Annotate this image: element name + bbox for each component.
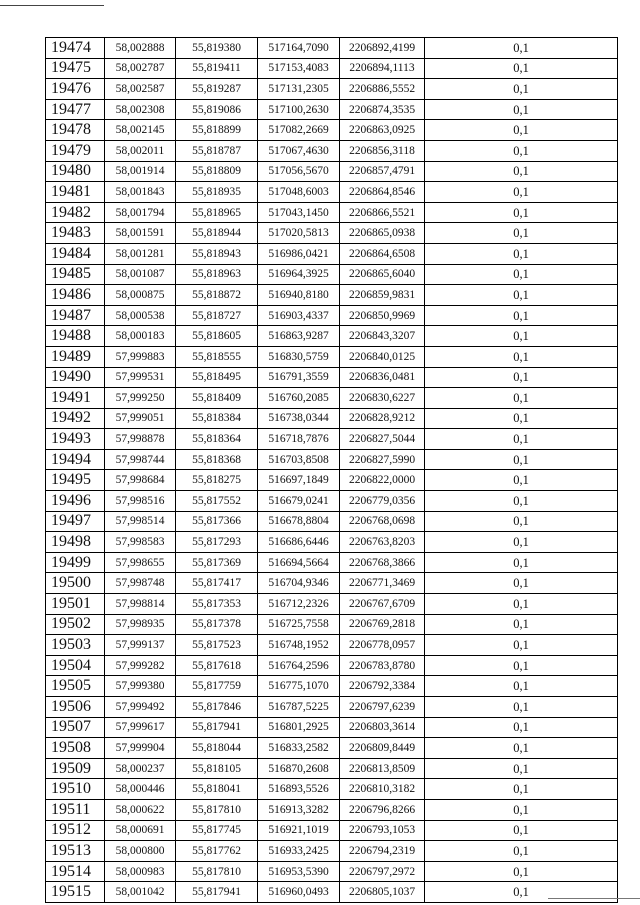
x-coordinate-cell: 516830,5759 <box>258 346 340 367</box>
x-coordinate-cell: 516893,5526 <box>258 779 340 800</box>
latitude-cell: 58,000800 <box>105 841 176 862</box>
x-coordinate-cell: 516694,5664 <box>258 552 340 573</box>
y-coordinate-cell: 2206763,8203 <box>340 532 425 553</box>
y-coordinate-cell: 2206836,0481 <box>340 367 425 388</box>
longitude-cell: 55,818935 <box>176 182 258 203</box>
table-row <box>46 140 618 161</box>
accuracy-cell: 0,1 <box>425 532 618 553</box>
longitude-cell: 55,818943 <box>176 243 258 264</box>
point-number-cell: 19477 <box>46 99 105 120</box>
latitude-cell: 58,002145 <box>105 120 176 141</box>
longitude-cell: 55,818384 <box>176 408 258 429</box>
accuracy-cell: 0,1 <box>425 470 618 491</box>
accuracy-cell: 0,1 <box>425 799 618 820</box>
latitude-cell: 57,998748 <box>105 573 176 594</box>
point-number-cell: 19497 <box>46 511 105 532</box>
longitude-cell: 55,818872 <box>176 285 258 306</box>
y-coordinate-cell: 2206783,8780 <box>340 655 425 676</box>
y-coordinate-cell: 2206840,0125 <box>340 346 425 367</box>
accuracy-cell: 0,1 <box>425 697 618 718</box>
accuracy-cell: 0,1 <box>425 614 618 635</box>
y-coordinate-cell: 2206863,0925 <box>340 120 425 141</box>
longitude-cell: 55,818965 <box>176 202 258 223</box>
table-row <box>46 470 618 491</box>
x-coordinate-cell: 517082,2669 <box>258 120 340 141</box>
y-coordinate-cell: 2206796,8266 <box>340 799 425 820</box>
x-coordinate-cell: 516703,8508 <box>258 449 340 470</box>
latitude-cell: 58,001042 <box>105 882 176 903</box>
latitude-cell: 57,998935 <box>105 614 176 635</box>
longitude-cell: 55,819086 <box>176 99 258 120</box>
accuracy-cell: 0,1 <box>425 779 618 800</box>
table-row <box>46 511 618 532</box>
x-coordinate-cell: 516787,5225 <box>258 697 340 718</box>
latitude-cell: 57,998514 <box>105 511 176 532</box>
table-row <box>46 594 618 615</box>
point-number-cell: 19514 <box>46 861 105 882</box>
latitude-cell: 57,999904 <box>105 738 176 759</box>
accuracy-cell: 0,1 <box>425 511 618 532</box>
latitude-cell: 57,999531 <box>105 367 176 388</box>
y-coordinate-cell: 2206866,5521 <box>340 202 425 223</box>
x-coordinate-cell: 517067,4630 <box>258 140 340 161</box>
longitude-cell: 55,817941 <box>176 717 258 738</box>
latitude-cell: 58,002888 <box>105 38 176 59</box>
x-coordinate-cell: 517048,6003 <box>258 182 340 203</box>
point-number-cell: 19495 <box>46 470 105 491</box>
x-coordinate-cell: 516712,2326 <box>258 594 340 615</box>
longitude-cell: 55,818041 <box>176 779 258 800</box>
table-row <box>46 861 618 882</box>
longitude-cell: 55,819411 <box>176 58 258 79</box>
table-row <box>46 676 618 697</box>
table-row <box>46 388 618 409</box>
accuracy-cell: 0,1 <box>425 429 618 450</box>
table-row <box>46 120 618 141</box>
x-coordinate-cell: 516940,8180 <box>258 285 340 306</box>
latitude-cell: 58,000538 <box>105 305 176 326</box>
accuracy-cell: 0,1 <box>425 285 618 306</box>
y-coordinate-cell: 2206810,3182 <box>340 779 425 800</box>
x-coordinate-cell: 517131,2305 <box>258 79 340 100</box>
y-coordinate-cell: 2206843,3207 <box>340 326 425 347</box>
point-number-cell: 19478 <box>46 120 105 141</box>
x-coordinate-cell: 517020,5813 <box>258 223 340 244</box>
latitude-cell: 58,000446 <box>105 779 176 800</box>
table-row <box>46 799 618 820</box>
y-coordinate-cell: 2206864,8546 <box>340 182 425 203</box>
accuracy-cell: 0,1 <box>425 552 618 573</box>
y-coordinate-cell: 2206850,9969 <box>340 305 425 326</box>
x-coordinate-cell: 517100,2630 <box>258 99 340 120</box>
y-coordinate-cell: 2206828,9212 <box>340 408 425 429</box>
x-coordinate-cell: 516833,2582 <box>258 738 340 759</box>
longitude-cell: 55,817759 <box>176 676 258 697</box>
y-coordinate-cell: 2206856,3118 <box>340 140 425 161</box>
point-number-cell: 19505 <box>46 676 105 697</box>
y-coordinate-cell: 2206827,5990 <box>340 449 425 470</box>
longitude-cell: 55,817417 <box>176 573 258 594</box>
table-row <box>46 285 618 306</box>
longitude-cell: 55,818275 <box>176 470 258 491</box>
x-coordinate-cell: 516903,4337 <box>258 305 340 326</box>
longitude-cell: 55,817745 <box>176 820 258 841</box>
accuracy-cell: 0,1 <box>425 264 618 285</box>
point-number-cell: 19483 <box>46 223 105 244</box>
longitude-cell: 55,818727 <box>176 305 258 326</box>
latitude-cell: 57,999250 <box>105 388 176 409</box>
point-number-cell: 19509 <box>46 758 105 779</box>
y-coordinate-cell: 2206813,8509 <box>340 758 425 779</box>
longitude-cell: 55,819380 <box>176 38 258 59</box>
latitude-cell: 57,998583 <box>105 532 176 553</box>
table-row <box>46 552 618 573</box>
latitude-cell: 58,001914 <box>105 161 176 182</box>
longitude-cell: 55,818044 <box>176 738 258 759</box>
latitude-cell: 57,998878 <box>105 429 176 450</box>
x-coordinate-cell: 516748,1952 <box>258 635 340 656</box>
y-coordinate-cell: 2206778,0957 <box>340 635 425 656</box>
x-coordinate-cell: 516921,1019 <box>258 820 340 841</box>
accuracy-cell: 0,1 <box>425 655 618 676</box>
longitude-cell: 55,817846 <box>176 697 258 718</box>
y-coordinate-cell: 2206859,9831 <box>340 285 425 306</box>
table-row <box>46 449 618 470</box>
longitude-cell: 55,817366 <box>176 511 258 532</box>
table-row <box>46 223 618 244</box>
table-row <box>46 655 618 676</box>
x-coordinate-cell: 516697,1849 <box>258 470 340 491</box>
x-coordinate-cell: 516960,0493 <box>258 882 340 903</box>
table-row <box>46 408 618 429</box>
x-coordinate-cell: 517056,5670 <box>258 161 340 182</box>
x-coordinate-cell: 516964,3925 <box>258 264 340 285</box>
accuracy-cell: 0,1 <box>425 202 618 223</box>
x-coordinate-cell: 516725,7558 <box>258 614 340 635</box>
latitude-cell: 58,002787 <box>105 58 176 79</box>
y-coordinate-cell: 2206797,6239 <box>340 697 425 718</box>
point-number-cell: 19484 <box>46 243 105 264</box>
latitude-cell: 58,000622 <box>105 799 176 820</box>
x-coordinate-cell: 517153,4083 <box>258 58 340 79</box>
y-coordinate-cell: 2206797,2972 <box>340 861 425 882</box>
accuracy-cell: 0,1 <box>425 388 618 409</box>
y-coordinate-cell: 2206886,5552 <box>340 79 425 100</box>
longitude-cell: 55,818963 <box>176 264 258 285</box>
longitude-cell: 55,817941 <box>176 882 258 903</box>
longitude-cell: 55,818944 <box>176 223 258 244</box>
longitude-cell: 55,818364 <box>176 429 258 450</box>
latitude-cell: 57,999380 <box>105 676 176 697</box>
latitude-cell: 58,000183 <box>105 326 176 347</box>
accuracy-cell: 0,1 <box>425 676 618 697</box>
table-row <box>46 738 618 759</box>
latitude-cell: 57,999051 <box>105 408 176 429</box>
accuracy-cell: 0,1 <box>425 305 618 326</box>
accuracy-cell: 0,1 <box>425 594 618 615</box>
y-coordinate-cell: 2206793,1053 <box>340 820 425 841</box>
table-row <box>46 99 618 120</box>
accuracy-cell: 0,1 <box>425 346 618 367</box>
latitude-cell: 58,002308 <box>105 99 176 120</box>
table-row <box>46 38 618 59</box>
point-number-cell: 19481 <box>46 182 105 203</box>
y-coordinate-cell: 2206803,3614 <box>340 717 425 738</box>
latitude-cell: 58,001281 <box>105 243 176 264</box>
coordinates-table <box>45 37 618 903</box>
longitude-cell: 55,817810 <box>176 861 258 882</box>
accuracy-cell: 0,1 <box>425 861 618 882</box>
longitude-cell: 55,818809 <box>176 161 258 182</box>
point-number-cell: 19506 <box>46 697 105 718</box>
table-row <box>46 429 618 450</box>
longitude-cell: 55,818787 <box>176 140 258 161</box>
table-row <box>46 305 618 326</box>
table-row <box>46 779 618 800</box>
accuracy-cell: 0,1 <box>425 161 618 182</box>
point-number-cell: 19492 <box>46 408 105 429</box>
accuracy-cell: 0,1 <box>425 223 618 244</box>
x-coordinate-cell: 516791,3559 <box>258 367 340 388</box>
table-row <box>46 882 618 903</box>
y-coordinate-cell: 2206771,3469 <box>340 573 425 594</box>
x-coordinate-cell: 516718,7876 <box>258 429 340 450</box>
point-number-cell: 19493 <box>46 429 105 450</box>
table-row <box>46 346 618 367</box>
table-row <box>46 635 618 656</box>
y-coordinate-cell: 2206809,8449 <box>340 738 425 759</box>
accuracy-cell: 0,1 <box>425 38 618 59</box>
latitude-cell: 58,000875 <box>105 285 176 306</box>
point-number-cell: 19474 <box>46 38 105 59</box>
x-coordinate-cell: 516764,2596 <box>258 655 340 676</box>
accuracy-cell: 0,1 <box>425 182 618 203</box>
point-number-cell: 19512 <box>46 820 105 841</box>
table-row <box>46 243 618 264</box>
x-coordinate-cell: 516704,9346 <box>258 573 340 594</box>
point-number-cell: 19513 <box>46 841 105 862</box>
x-coordinate-cell: 516870,2608 <box>258 758 340 779</box>
x-coordinate-cell: 516738,0344 <box>258 408 340 429</box>
longitude-cell: 55,817293 <box>176 532 258 553</box>
point-number-cell: 19485 <box>46 264 105 285</box>
y-coordinate-cell: 2206822,0000 <box>340 470 425 491</box>
table-row <box>46 58 618 79</box>
latitude-cell: 58,000983 <box>105 861 176 882</box>
table-row <box>46 367 618 388</box>
point-number-cell: 19511 <box>46 799 105 820</box>
point-number-cell: 19490 <box>46 367 105 388</box>
table-row <box>46 161 618 182</box>
header-rule <box>0 5 104 6</box>
latitude-cell: 57,998814 <box>105 594 176 615</box>
x-coordinate-cell: 516686,6446 <box>258 532 340 553</box>
table-row <box>46 182 618 203</box>
point-number-cell: 19494 <box>46 449 105 470</box>
accuracy-cell: 0,1 <box>425 408 618 429</box>
accuracy-cell: 0,1 <box>425 120 618 141</box>
accuracy-cell: 0,1 <box>425 79 618 100</box>
x-coordinate-cell: 516775,1070 <box>258 676 340 697</box>
table-row <box>46 491 618 512</box>
accuracy-cell: 0,1 <box>425 140 618 161</box>
longitude-cell: 55,818555 <box>176 346 258 367</box>
table-row <box>46 717 618 738</box>
point-number-cell: 19487 <box>46 305 105 326</box>
longitude-cell: 55,818605 <box>176 326 258 347</box>
point-number-cell: 19515 <box>46 882 105 903</box>
point-number-cell: 19498 <box>46 532 105 553</box>
point-number-cell: 19499 <box>46 552 105 573</box>
latitude-cell: 58,001843 <box>105 182 176 203</box>
x-coordinate-cell: 516760,2085 <box>258 388 340 409</box>
longitude-cell: 55,818409 <box>176 388 258 409</box>
latitude-cell: 58,001794 <box>105 202 176 223</box>
table-row <box>46 79 618 100</box>
x-coordinate-cell: 517164,7090 <box>258 38 340 59</box>
coordinates-table-body <box>46 38 618 903</box>
point-number-cell: 19500 <box>46 573 105 594</box>
longitude-cell: 55,817369 <box>176 552 258 573</box>
longitude-cell: 55,817810 <box>176 799 258 820</box>
x-coordinate-cell: 516801,2925 <box>258 717 340 738</box>
table-row <box>46 758 618 779</box>
x-coordinate-cell: 516953,5390 <box>258 861 340 882</box>
y-coordinate-cell: 2206768,0698 <box>340 511 425 532</box>
table-row <box>46 264 618 285</box>
y-coordinate-cell: 2206894,1113 <box>340 58 425 79</box>
accuracy-cell: 0,1 <box>425 717 618 738</box>
longitude-cell: 55,818105 <box>176 758 258 779</box>
point-number-cell: 19507 <box>46 717 105 738</box>
x-coordinate-cell: 516986,0421 <box>258 243 340 264</box>
point-number-cell: 19503 <box>46 635 105 656</box>
y-coordinate-cell: 2206792,3384 <box>340 676 425 697</box>
accuracy-cell: 0,1 <box>425 573 618 594</box>
point-number-cell: 19491 <box>46 388 105 409</box>
point-number-cell: 19476 <box>46 79 105 100</box>
accuracy-cell: 0,1 <box>425 243 618 264</box>
latitude-cell: 57,999282 <box>105 655 176 676</box>
y-coordinate-cell: 2206768,3866 <box>340 552 425 573</box>
accuracy-cell: 0,1 <box>425 449 618 470</box>
accuracy-cell: 0,1 <box>425 99 618 120</box>
accuracy-cell: 0,1 <box>425 758 618 779</box>
point-number-cell: 19480 <box>46 161 105 182</box>
table-row <box>46 614 618 635</box>
accuracy-cell: 0,1 <box>425 367 618 388</box>
table-row <box>46 202 618 223</box>
x-coordinate-cell: 516933,2425 <box>258 841 340 862</box>
latitude-cell: 58,001591 <box>105 223 176 244</box>
y-coordinate-cell: 2206779,0356 <box>340 491 425 512</box>
y-coordinate-cell: 2206857,4791 <box>340 161 425 182</box>
y-coordinate-cell: 2206794,2319 <box>340 841 425 862</box>
point-number-cell: 19504 <box>46 655 105 676</box>
x-coordinate-cell: 516863,9287 <box>258 326 340 347</box>
longitude-cell: 55,817378 <box>176 614 258 635</box>
y-coordinate-cell: 2206827,5044 <box>340 429 425 450</box>
latitude-cell: 57,999617 <box>105 717 176 738</box>
latitude-cell: 57,998684 <box>105 470 176 491</box>
footer-rule <box>548 898 640 899</box>
table-row <box>46 326 618 347</box>
table-row <box>46 697 618 718</box>
y-coordinate-cell: 2206864,6508 <box>340 243 425 264</box>
table-row <box>46 841 618 862</box>
point-number-cell: 19482 <box>46 202 105 223</box>
latitude-cell: 58,000691 <box>105 820 176 841</box>
point-number-cell: 19489 <box>46 346 105 367</box>
accuracy-cell: 0,1 <box>425 635 618 656</box>
point-number-cell: 19479 <box>46 140 105 161</box>
accuracy-cell: 0,1 <box>425 58 618 79</box>
longitude-cell: 55,817618 <box>176 655 258 676</box>
latitude-cell: 58,002587 <box>105 79 176 100</box>
y-coordinate-cell: 2206767,6709 <box>340 594 425 615</box>
y-coordinate-cell: 2206769,2818 <box>340 614 425 635</box>
point-number-cell: 19496 <box>46 491 105 512</box>
accuracy-cell: 0,1 <box>425 882 618 903</box>
longitude-cell: 55,818495 <box>176 367 258 388</box>
y-coordinate-cell: 2206874,3535 <box>340 99 425 120</box>
x-coordinate-cell: 516679,0241 <box>258 491 340 512</box>
latitude-cell: 57,999137 <box>105 635 176 656</box>
table-row <box>46 820 618 841</box>
longitude-cell: 55,817552 <box>176 491 258 512</box>
latitude-cell: 57,998744 <box>105 449 176 470</box>
y-coordinate-cell: 2206830,6227 <box>340 388 425 409</box>
y-coordinate-cell: 2206892,4199 <box>340 38 425 59</box>
y-coordinate-cell: 2206865,0938 <box>340 223 425 244</box>
point-number-cell: 19475 <box>46 58 105 79</box>
accuracy-cell: 0,1 <box>425 820 618 841</box>
longitude-cell: 55,818899 <box>176 120 258 141</box>
point-number-cell: 19510 <box>46 779 105 800</box>
accuracy-cell: 0,1 <box>425 326 618 347</box>
latitude-cell: 57,999492 <box>105 697 176 718</box>
longitude-cell: 55,819287 <box>176 79 258 100</box>
point-number-cell: 19502 <box>46 614 105 635</box>
point-number-cell: 19501 <box>46 594 105 615</box>
table-row <box>46 573 618 594</box>
longitude-cell: 55,817523 <box>176 635 258 656</box>
accuracy-cell: 0,1 <box>425 738 618 759</box>
accuracy-cell: 0,1 <box>425 841 618 862</box>
table-row <box>46 532 618 553</box>
x-coordinate-cell: 516913,3282 <box>258 799 340 820</box>
longitude-cell: 55,817762 <box>176 841 258 862</box>
latitude-cell: 58,000237 <box>105 758 176 779</box>
y-coordinate-cell: 2206865,6040 <box>340 264 425 285</box>
latitude-cell: 58,002011 <box>105 140 176 161</box>
latitude-cell: 57,999883 <box>105 346 176 367</box>
accuracy-cell: 0,1 <box>425 491 618 512</box>
longitude-cell: 55,817353 <box>176 594 258 615</box>
longitude-cell: 55,818368 <box>176 449 258 470</box>
latitude-cell: 57,998516 <box>105 491 176 512</box>
x-coordinate-cell: 516678,8804 <box>258 511 340 532</box>
x-coordinate-cell: 517043,1450 <box>258 202 340 223</box>
point-number-cell: 19508 <box>46 738 105 759</box>
latitude-cell: 58,001087 <box>105 264 176 285</box>
point-number-cell: 19486 <box>46 285 105 306</box>
point-number-cell: 19488 <box>46 326 105 347</box>
y-coordinate-cell: 2206805,1037 <box>340 882 425 903</box>
latitude-cell: 57,998655 <box>105 552 176 573</box>
